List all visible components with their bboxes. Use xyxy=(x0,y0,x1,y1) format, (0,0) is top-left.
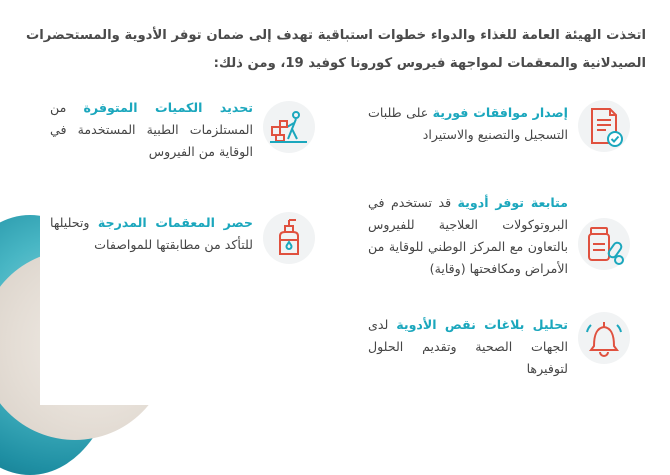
item-text xyxy=(50,212,253,256)
alarm-bell-icon xyxy=(578,312,630,364)
worker-boxes-icon xyxy=(263,101,315,153)
item-approvals xyxy=(370,100,630,160)
item-rest: وتحليلها للتأكد من مطابقتها للمواصفات xyxy=(50,215,253,252)
item-rest: على طلبات التسجيل والتصنيع والاستيراد xyxy=(368,105,568,142)
item-lead: حصر المعقمات المدرجة xyxy=(97,215,253,230)
item-lead: تحديد الكميات المتوفرة xyxy=(83,100,253,115)
item-lead: متابعة توفر أدوية xyxy=(457,195,568,210)
item-text xyxy=(368,102,568,146)
item-text xyxy=(50,97,253,163)
medicine-pills-icon xyxy=(578,218,630,270)
item-rest: لدى الجهات الصحية وتقديم الحلول لتوفيرها xyxy=(368,317,568,376)
item-medicine-availability xyxy=(370,190,630,290)
document-check-icon xyxy=(578,100,630,152)
item-rest: قد تستخدم في البروتوكولات العلاجية للفيروس بالتعاون مع المركز الوطني للوقاية من الأمراض ومكافحتها (وقاية) xyxy=(368,195,568,276)
item-lead: تحليل بلاغات نقص الأدوية xyxy=(396,317,568,332)
item-sanitizers xyxy=(50,210,315,270)
item-text xyxy=(368,314,568,380)
sanitizer-bottle-icon xyxy=(263,212,315,264)
item-rest: من المستلزمات الطبية المستخدمة في الوقاية من الفيروس xyxy=(50,100,253,159)
intro-paragraph: اتخذت الهيئة العامة للغذاء والدواء خطوات استباقية تهدف إلى ضمان توفر الأدوية والمستحضرات الصيدلانية والمعقمات لمواجهة فيروس كورونا كوفيد 19، ومن ذلك: xyxy=(26,28,646,71)
item-text xyxy=(368,192,568,280)
item-supplies-quantities xyxy=(50,95,315,165)
item-shortage-reports xyxy=(368,312,630,376)
item-lead: إصدار موافقات فورية xyxy=(432,105,568,120)
